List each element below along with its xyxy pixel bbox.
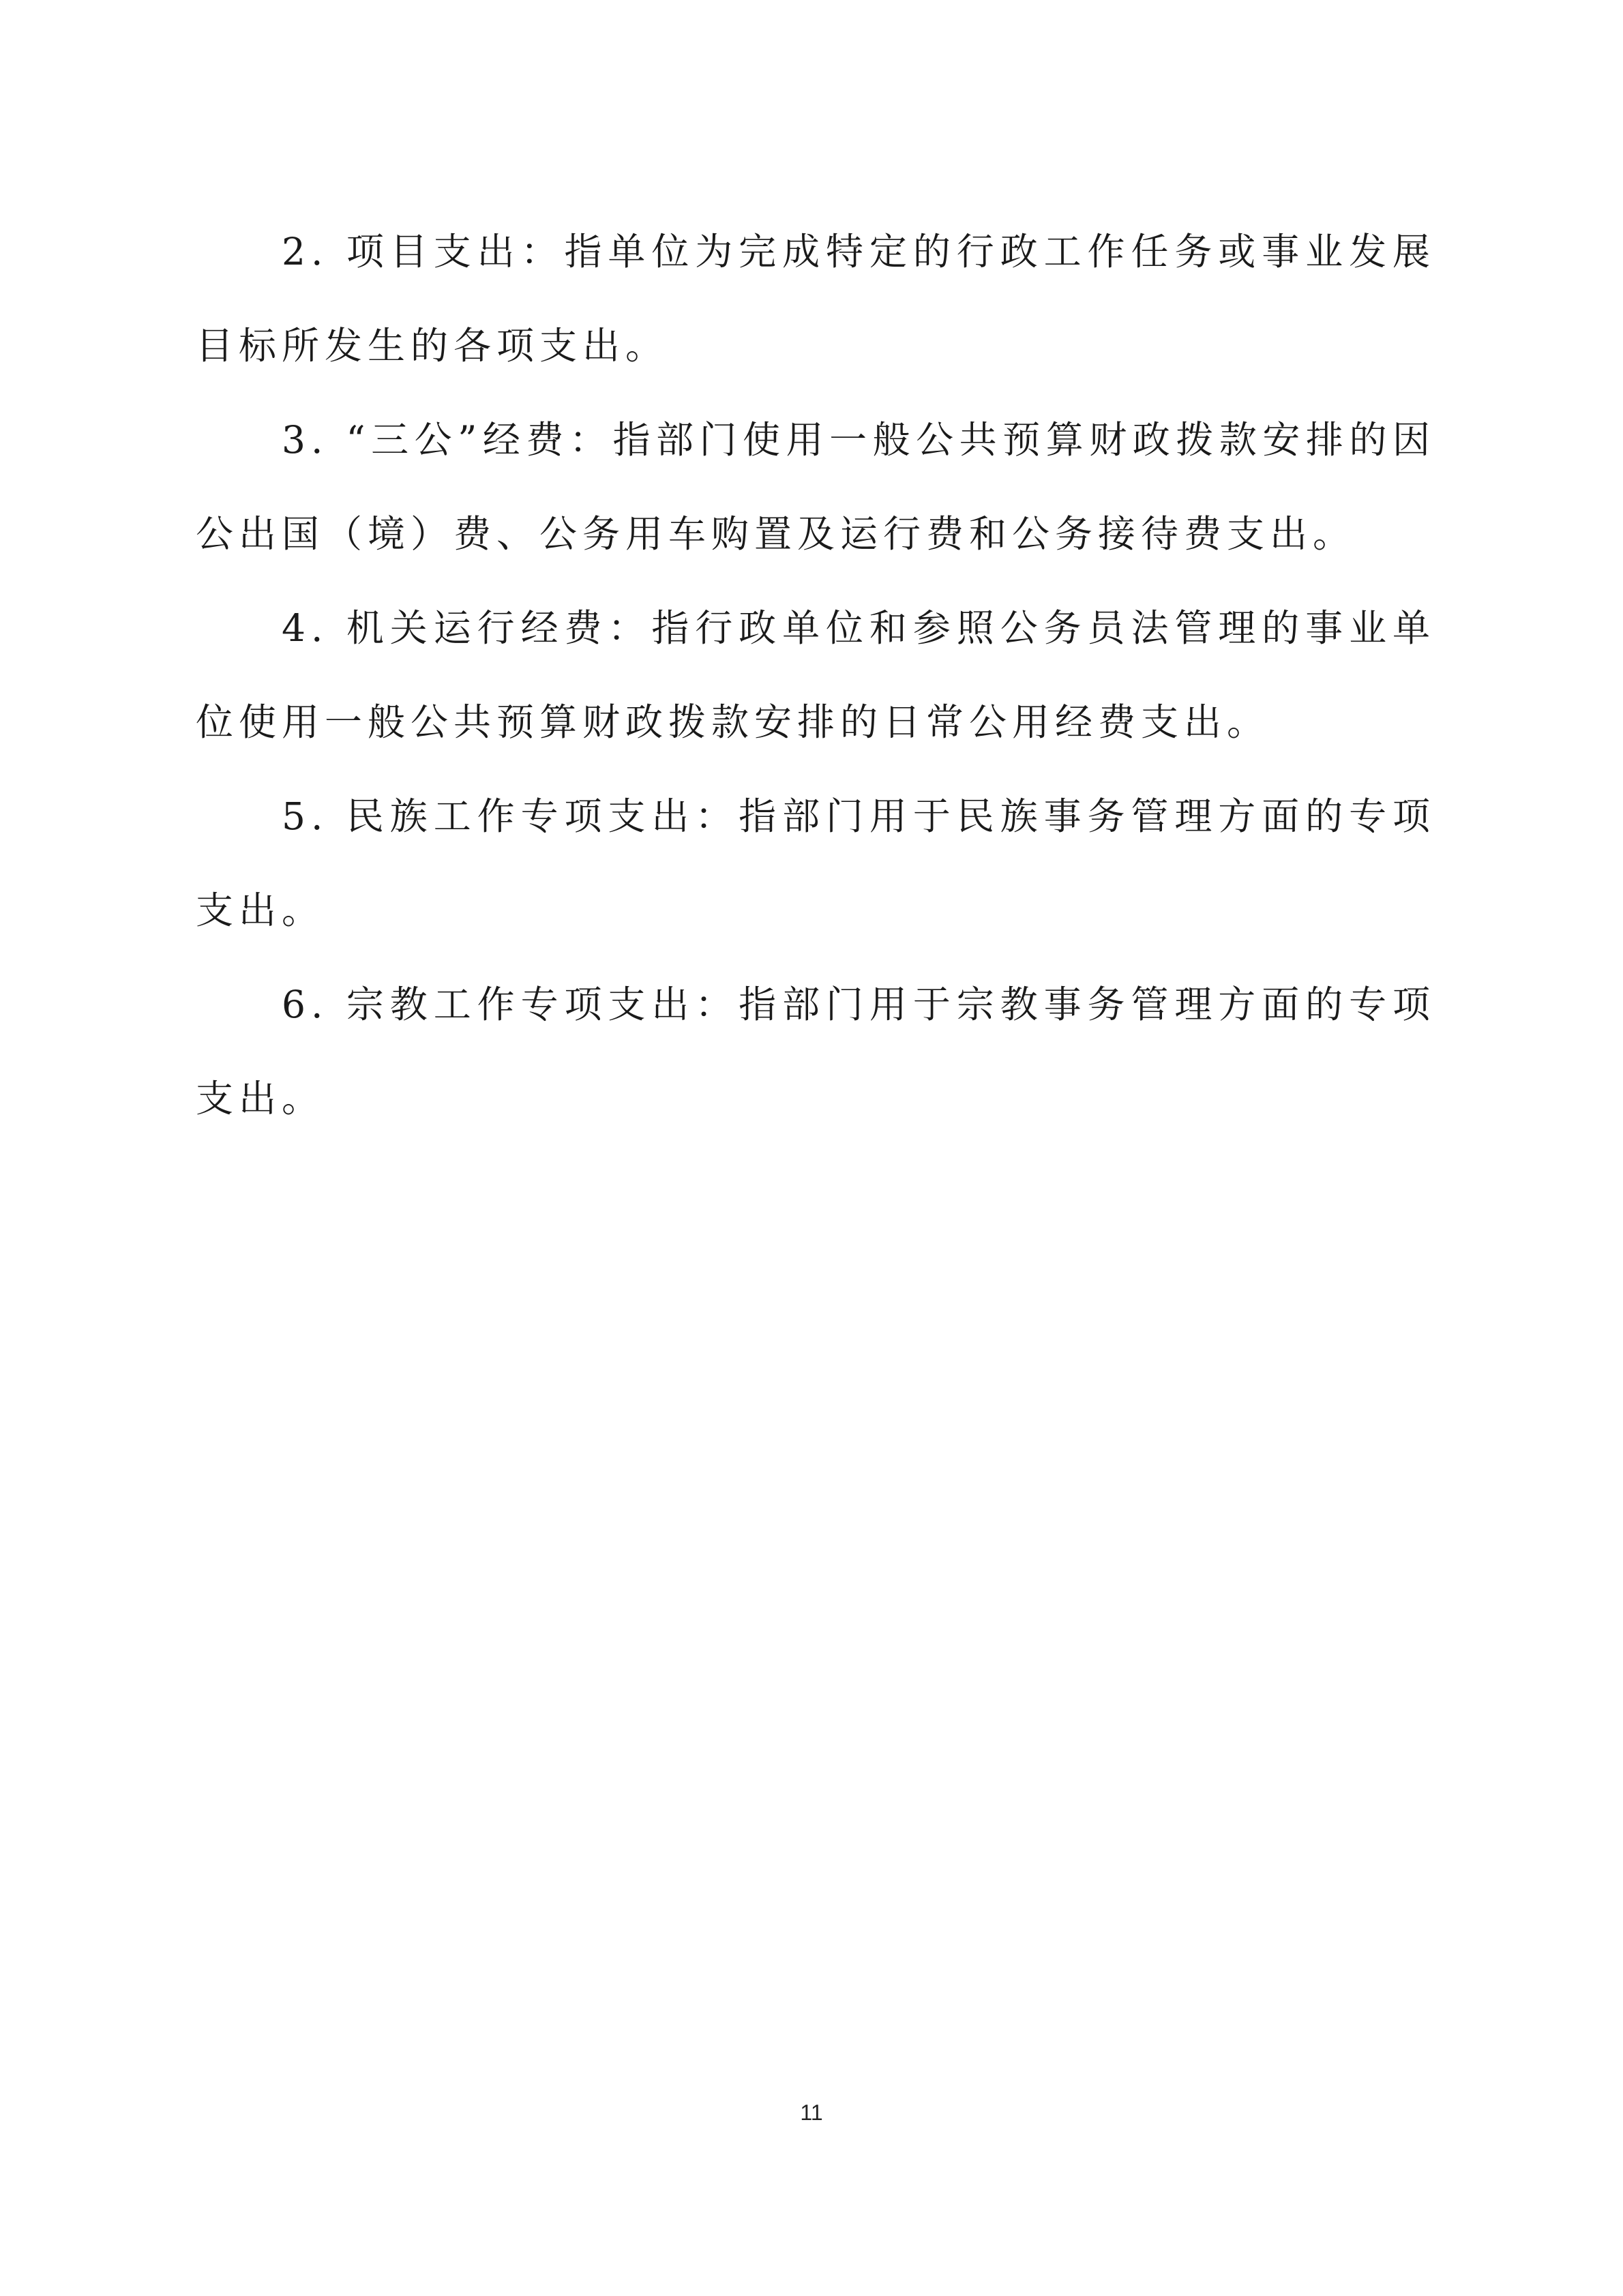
paragraph-three-public-expenses: 3. “三公”经费：指部门使用一般公共预算财政拨款安排的因公出国（境）费、公务用车购置及运行费和公务接待费支出。 bbox=[196, 418, 1435, 556]
paragraph-ethnic-work-expenditure: 5. 民族工作专项支出：指部门用于民族事务管理方面的专项支出。 bbox=[196, 794, 1435, 932]
document-body bbox=[196, 205, 1435, 1146]
page-number: 11 bbox=[800, 2100, 823, 2125]
paragraph-religious-work-expenditure: 6. 宗教工作专项支出：指部门用于宗教事务管理方面的专项支出。 bbox=[196, 983, 1435, 1120]
paragraph-agency-operating-expenses: 4. 机关运行经费：指行政单位和参照公务员法管理的事业单位使用一般公共预算财政拨款安排的日常公用经费支出。 bbox=[196, 606, 1435, 744]
paragraph-project-expenditure: 2. 项目支出：指单位为完成特定的行政工作任务或事业发展目标所发生的各项支出。 bbox=[196, 230, 1435, 368]
